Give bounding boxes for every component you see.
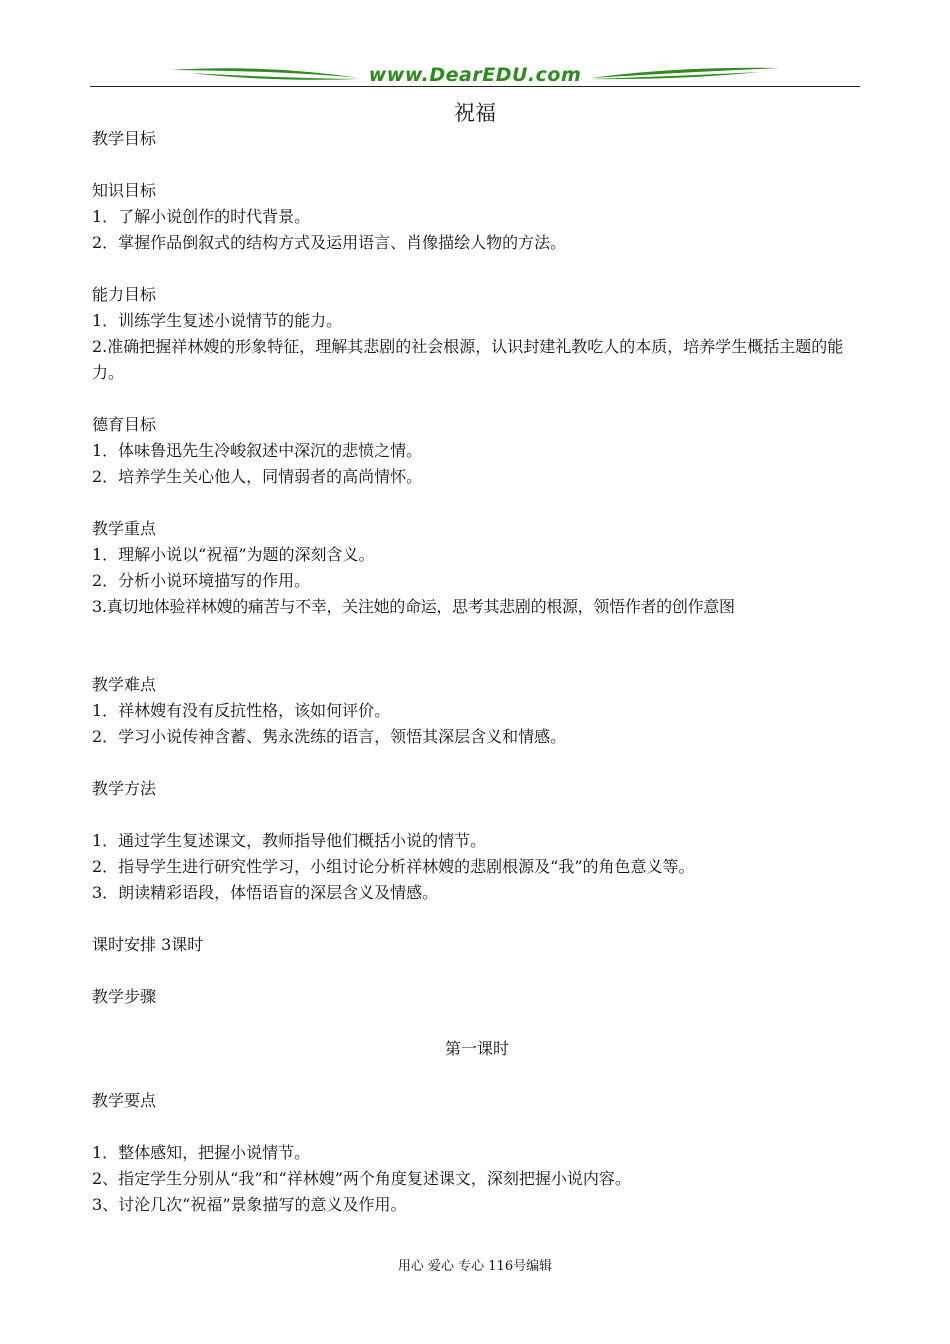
knowledge-heading: 知识目标: [92, 181, 157, 200]
document-body: [92, 126, 862, 1218]
header-divider: [90, 86, 860, 87]
list-item: 2．指导学生进行研究性学习，小组讨论分析祥林嫂的悲剧根源及“我”的角色意义等。: [92, 857, 695, 876]
list-item: 1．训练学生复述小说情节的能力。: [92, 311, 343, 330]
moral-heading: 德育目标: [92, 415, 157, 434]
page-footer: 用心 爱心 专心 116号编辑: [397, 1259, 553, 1274]
list-item: 1．整体感知，把握小说情节。: [92, 1143, 311, 1162]
list-item: 2．培养学生关心他人，同情弱者的高尚情怀。: [92, 467, 423, 486]
list-item: 1．祥林嫂有没有反抗性格，该如何评价。: [92, 701, 391, 720]
list-item: 3．朗读精彩语段，体悟语盲的深层含义及情感。: [92, 883, 439, 902]
list-item: 2．分析小说环境描写的作用。: [92, 571, 311, 590]
method-heading: 教学方法: [92, 779, 157, 798]
list-item: 3、讨沦几次“祝福”景象描写的意义及作用。: [92, 1195, 407, 1214]
list-item: 2．掌握作品倒叙式的结构方式及运用语言、肖像描绘人物的方法。: [92, 233, 567, 252]
list-item: 1．通过学生复述课文，教师指导他们概括小说的情节。: [92, 831, 487, 850]
difficulty-heading: 教学难点: [92, 675, 157, 694]
list-item: 1．体味鲁迅先生冷峻叙述中深沉的悲愤之情。: [92, 441, 423, 460]
ability-heading: 能力目标: [92, 285, 157, 304]
list-item: 2、指定学生分别从“我”和“祥林嫂”两个角度复述课文，深刻把握小说内容。: [92, 1169, 631, 1188]
page-title: 祝福: [454, 101, 496, 125]
list-item: 1．理解小说以“祝福”为题的深刻含义。: [92, 545, 375, 564]
key-points-heading: 教学重点: [92, 519, 157, 538]
steps-heading: 教学步骤: [92, 987, 157, 1006]
schedule-line: 课时安排 3课时: [92, 935, 204, 954]
lesson-title: 第一课时: [444, 1039, 509, 1058]
list-item: 1．了解小说创作的时代背景。: [92, 207, 311, 226]
list-item: 3.真切地体验祥林嫂的痛苦与不幸，关注她的命运，思考其悲剧的根源，领悟作者的创作意图: [92, 597, 735, 616]
objectives-heading: 教学目标: [92, 129, 157, 148]
list-item: 2.准确把握祥林嫂的形象特征，理解其悲剧的社会根源，认识封建礼教吃人的本质，培养学生概括主题的能力。: [92, 337, 844, 382]
points-heading: 教学要点: [92, 1091, 157, 1110]
site-name: www.DearEDU.com: [368, 64, 582, 86]
list-item: 2．学习小说传神含蓄、隽永洗练的语言，领悟其深层含义和情感。: [92, 727, 567, 746]
